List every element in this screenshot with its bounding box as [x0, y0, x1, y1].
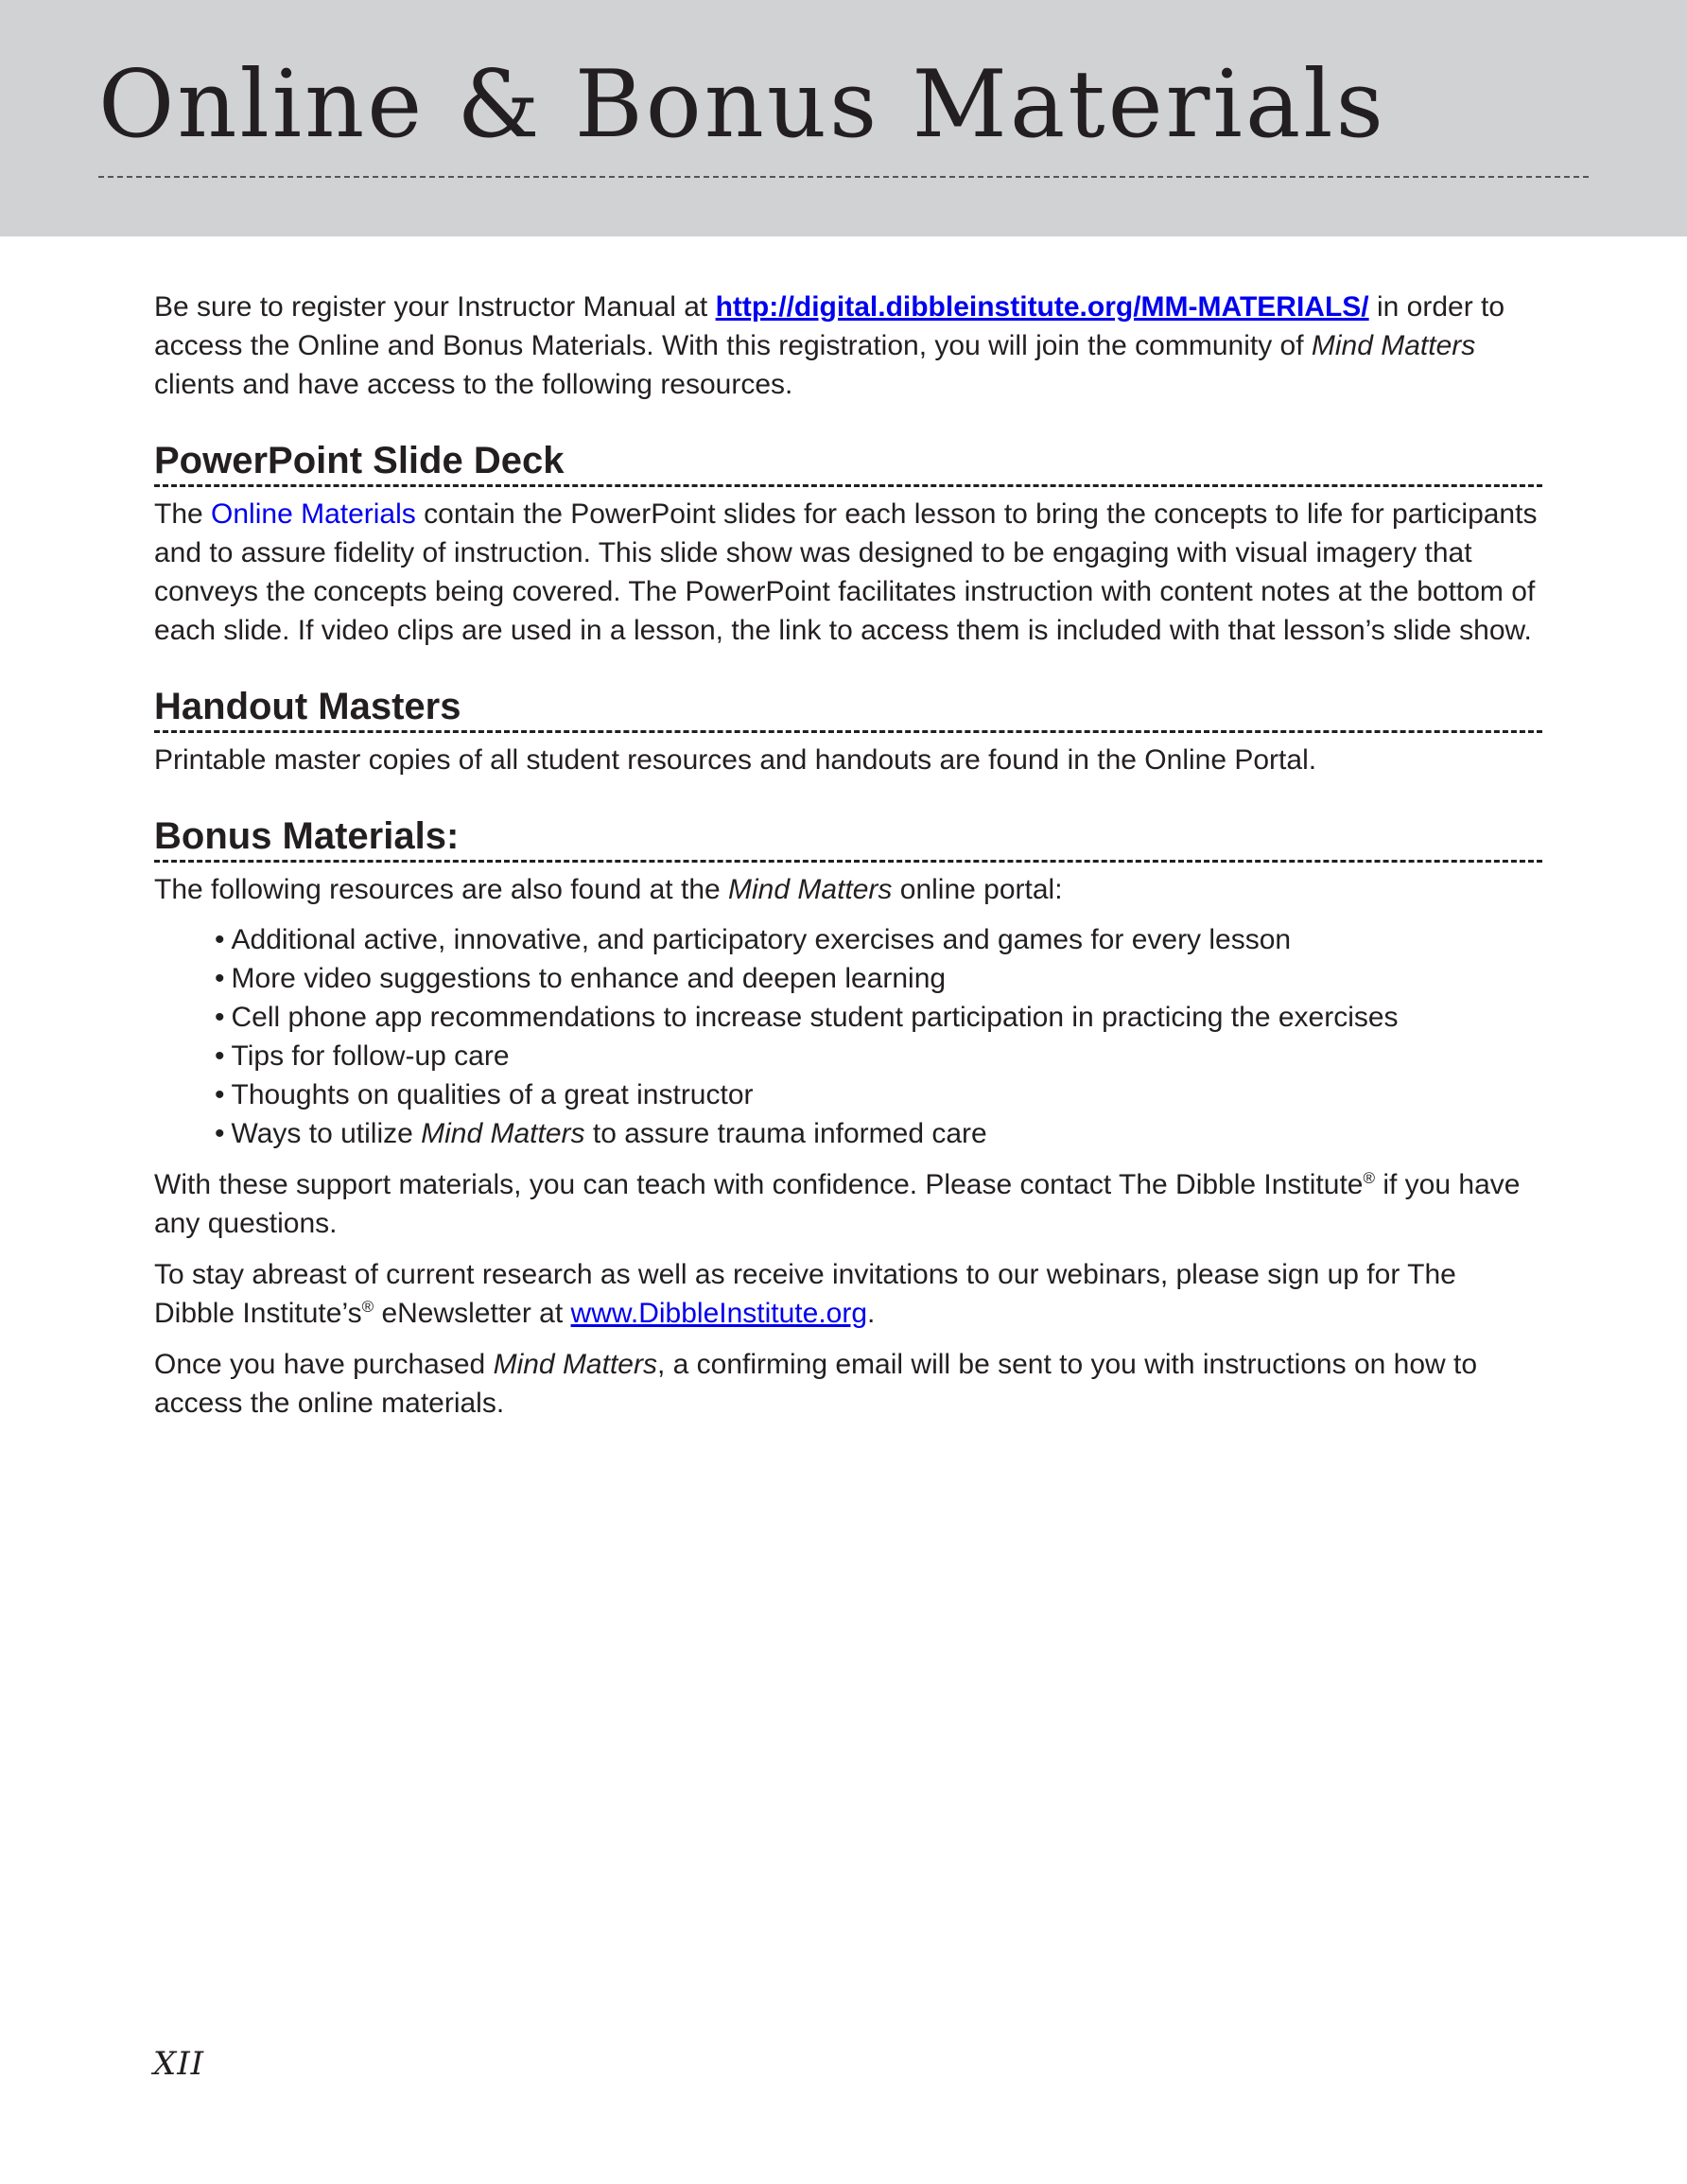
list-item-text-end: to assure trauma informed care — [584, 1118, 987, 1149]
purchase-text-end: , a confirming email will be sent to you with instructions on how to access the online materials. — [154, 1349, 1478, 1419]
header-band — [0, 0, 1687, 236]
purchase-program-name: Mind Matters — [493, 1349, 657, 1380]
intro-text-middle: in order to access the Online and Bonus Materials. With this registration, you will join the community of — [154, 291, 1505, 361]
list-item: • Tips for follow-up care — [215, 1037, 1542, 1075]
handouts-paragraph: Printable master copies of all student resources and handouts are found in the Online Portal. — [154, 744, 1317, 776]
bonus-lead-paragraph — [154, 870, 1542, 909]
list-item — [215, 1114, 1542, 1153]
purchase-text-start: Once you have purchased — [154, 1349, 494, 1380]
page-title: Online & Bonus Materials — [98, 51, 1386, 159]
section-heading-bonus: Bonus Materials: — [154, 814, 1542, 863]
page-content — [154, 288, 1542, 1435]
list-item: • More video suggestions to enhance and deepen learning — [215, 959, 1542, 998]
bonus-lead-program-name: Mind Matters — [728, 874, 893, 905]
support-paragraph — [154, 1165, 1542, 1243]
support-text: With these support materials, you can teach with confidence. Please contact The Dibble Institute — [154, 1169, 1364, 1200]
intro-paragraph — [154, 288, 1542, 404]
powerpoint-paragraph — [154, 495, 1542, 650]
bonus-lead-end: online portal: — [892, 874, 1063, 905]
registered-mark: ® — [1363, 1169, 1376, 1187]
list-item-program-name: Mind Matters — [421, 1118, 585, 1149]
bonus-resources-list — [154, 920, 1542, 1153]
section-heading-powerpoint: PowerPoint Slide Deck — [154, 439, 1542, 487]
registered-mark: ® — [361, 1298, 374, 1316]
list-item: • Additional active, innovative, and participatory exercises and games for every lesson — [215, 920, 1542, 959]
intro-text-end: clients and have access to the following resources. — [154, 369, 793, 400]
purchase-paragraph — [154, 1345, 1542, 1423]
section-heading-handouts: Handout Masters — [154, 685, 1542, 733]
list-item-text-start: Ways to utilize — [231, 1118, 422, 1149]
title-dashed-rule — [98, 176, 1589, 178]
support-text-end: if you have any questions. — [154, 1169, 1521, 1239]
newsletter-text-end: . — [867, 1298, 876, 1329]
intro-program-name: Mind Matters — [1311, 330, 1476, 361]
newsletter-text: To stay abreast of current research as well as receive invitations to our webinars, please sign up for The Dibble Institute’s — [154, 1259, 1456, 1329]
newsletter-text-middle: eNewsletter at — [374, 1298, 571, 1329]
newsletter-paragraph — [154, 1255, 1542, 1333]
list-item: • Thoughts on qualities of a great instructor — [215, 1075, 1542, 1114]
powerpoint-text-rest: contain the PowerPoint slides for each lesson to bring the concepts to life for participants and to assure fidelity of instruction. This slide show was designed to be engaging with visual imagery that conveys the concepts being covered. The PowerPoint facilitates instruction with content notes at the bottom of each slide. If video clips are used in a lesson, the link to access them is included with that lesson’s slide show. — [154, 498, 1538, 646]
page-number: XII — [153, 2045, 205, 2083]
online-materials-link[interactable]: Online Materials — [211, 498, 416, 530]
materials-registration-link[interactable]: http://digital.dibbleinstitute.org/MM-MATERIALS/ — [715, 291, 1369, 323]
powerpoint-text-start: The — [154, 498, 212, 530]
bonus-lead-start: The following resources are also found at the — [154, 874, 729, 905]
list-item: • Cell phone app recommendations to increase student participation in practicing the exercises — [215, 998, 1542, 1037]
intro-text-start: Be sure to register your Instructor Manual at — [154, 291, 716, 323]
dibble-website-link[interactable]: www.DibbleInstitute.org — [570, 1298, 868, 1329]
